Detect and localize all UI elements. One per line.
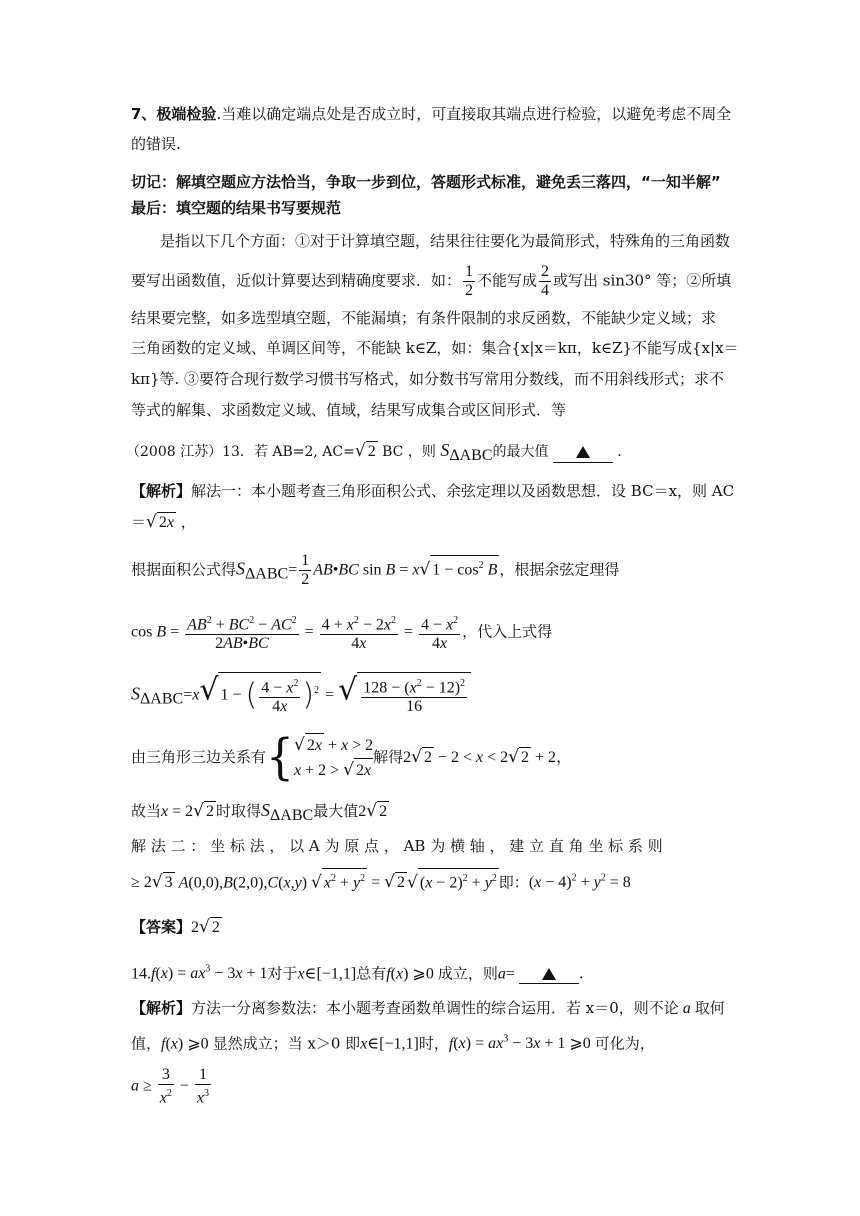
section7-line2: 的错误. — [131, 135, 181, 153]
fraction-two-fourths: $\frac{2}{4}$ — [541, 263, 550, 299]
q13-line: （2008 江苏）13．若 AB=2, AC=√ 2 BC ，则 $S_{\Delta ABC}$的最大值 ． — [126, 440, 632, 464]
section7-line1 — [131, 104, 731, 124]
q14-text1: 对于 — [267, 964, 298, 983]
cos-tail: ，代入上式得 — [462, 622, 553, 641]
para-line5: kπ}等. ③要符合现行数学习惯书写格式，如分数书写常用分数线，而不用斜线形式；求不 — [131, 370, 725, 388]
tri-intro: 由三角形三边关系有 — [131, 748, 267, 766]
method2-line: 解 法 二 ： 坐 标 法 ， 以 A 为 原 点 ， AB 为 横 轴 ， 建 立 直 角 坐 标 系 则 — [131, 837, 663, 855]
para-line4: 三角函数的定义域、单调区间等，不能缺 k∈Z，如：集合{x|x＝kπ，k∈Z}不能写成{x|x＝ — [131, 339, 739, 357]
q14-line: $14.f(x) = ax^3 - 3x + 1$对于x∈[−1,1]总有f(x) ⩾0 成立，则a= . — [131, 964, 584, 983]
q13-tail: 的最大值 — [492, 444, 549, 460]
section7-text1: .当难以确定端点处是否成立时，可直接取其端点进行检验，以避免考虑不周全 — [216, 105, 732, 123]
answer-blank-14[interactable] — [519, 963, 579, 984]
method2-formula: ≥ 2√ 3 A(0,0),B(2,0),C(x,y) √ $x^2 + y^2$ = √ 2 √ $(x - 2)^2 + y^2$ 即：$(x - 4)^2 + y^2 = 8$ — [131, 868, 731, 893]
q13-text: （2008 江苏）13．若 AB=2, AC= — [126, 444, 355, 460]
answer-label-13: 【答案】 — [131, 918, 192, 936]
q13-jiexi1: 解法一：本小题考查三角形面积公式、余弦定理以及函数思想．设 BC＝x，则 AC — [191, 482, 735, 500]
hence: 故当 — [131, 802, 162, 820]
triangle-icon — [576, 446, 590, 458]
para-line3: 结果要完整，如多选型填空题，不能漏填；有条件限制的求反函数，不能缺少定义域；求 — [131, 309, 717, 327]
q14-l2d: 可化为， — [594, 1034, 655, 1053]
q13-jiexi-line2: ＝√ 2x ， — [131, 512, 196, 532]
q13-after: BC ，则 — [377, 444, 441, 460]
q14-jiexi-line1: 【解析】方法一分离参数法：本小题考查函数单调性的综合运用．若 x＝0，则不论 a 取何 — [131, 999, 725, 1017]
para-line2c: 或写出 sin30° 等；②所填 — [553, 271, 732, 290]
para-line6: 等式的解集、求函数定义域、值域，结果写成集合或区间形式．等 — [131, 401, 567, 419]
para-line2a: 要写出函数值，近似计算要达到精确度要求．如： — [131, 271, 462, 290]
para-line1: 是指以下几个方面：①对于计算填空题，结果往往要化为最简形式，特殊角的三角函数 — [160, 232, 731, 250]
jiexi-label-13: 【解析】 — [131, 482, 192, 500]
para-line2b: 不能写成 — [477, 271, 538, 290]
s-formula-line: $S_{\Delta ABC}=x√$ 1 − ( $\frac{4 - x^2}{4x}$ )$^2$ = √ $\frac{128 - (x^2 - 12)^2}{16}$ — [131, 672, 731, 716]
hence-mid: 时取得 — [216, 802, 262, 820]
jiexi-label-14: 【解析】 — [131, 999, 192, 1017]
q14-num: 14. — [131, 965, 151, 983]
q14-text3: 成立，则 — [437, 964, 498, 983]
triangle-icon — [542, 968, 556, 980]
para-line2 — [131, 263, 731, 300]
q14-l2c: 时， — [418, 1034, 449, 1053]
answer-blank-13[interactable] — [553, 442, 613, 463]
tri-mid: 解得 — [373, 748, 404, 766]
fraction-half: $\frac{1}{2}$ — [465, 263, 474, 299]
q14-l2a: 值， — [131, 1034, 162, 1053]
q14-final-formula: a ≥ $\frac{3}{x^2}$ − $\frac{1}{x^3}$ — [131, 1066, 210, 1107]
area-intro: 根据面积公式得 — [131, 560, 237, 579]
q13-jiexi-line — [131, 481, 735, 501]
method2-ji: 即： — [498, 873, 529, 892]
q14-l1: 方法一分离参数法：本小题考查函数单调性的综合运用．若 x＝0，则不论 — [191, 999, 679, 1017]
q13-end: ． — [617, 444, 632, 460]
q14-text2: 总有 — [356, 964, 387, 983]
triangle-inequality-line: 由三角形三边关系有{ √ 2x + x > 2 x + 2 > √ 2x 解得2√ 2 − 2 < x < 2√ 2 + 2， — [131, 729, 573, 786]
remind-line1: 切记：解填空题应方法恰当，争取一步到位，答题形式标准，避免丢三落四，“一知半解” — [131, 173, 721, 191]
section7-head: 7、极端检验 — [131, 105, 217, 123]
q14-jiexi-line2: 值，f(x) ⩾0 显然成立；当 x＞0 即x∈[−1,1]时，$f(x) = ax^3 - 3x + 1$ ⩾0 可化为， — [131, 1034, 655, 1053]
answer-13-line: 【答案】2√ 2 — [131, 917, 220, 937]
area-tail: ，根据余弦定理得 — [499, 560, 620, 579]
q14-l1b: 取何 — [694, 999, 725, 1017]
cos-formula-line: cos B = $\frac{AB^2 + BC^2 - AC^2}{2AB•BC}$ = $\frac{4 + x^2 - 2x^2}{4x}$ = $\frac{4 - x^2}{4x}$ ，代入上式得 — [131, 612, 731, 653]
hence-tail: 最大值 — [313, 802, 359, 820]
q14-l2b: 显然成立；当 x＞0 即 — [212, 1034, 361, 1053]
area-formula-line: 根据面积公式得$S_{\Delta ABC}=$ $\frac{1}{2}$ AB•BC sin B = x√ $1 - \cos^2 B$ ，根据余弦定理得 — [131, 552, 620, 588]
q13-jiexi2: ＝ — [131, 513, 147, 531]
hence-line: 故当x = 2√ 2 时取得$S_{\Delta ABC}$最大值2√ 2 — [131, 800, 388, 824]
remind-line2: 最后：填空题的结果书写要规范 — [131, 199, 342, 217]
